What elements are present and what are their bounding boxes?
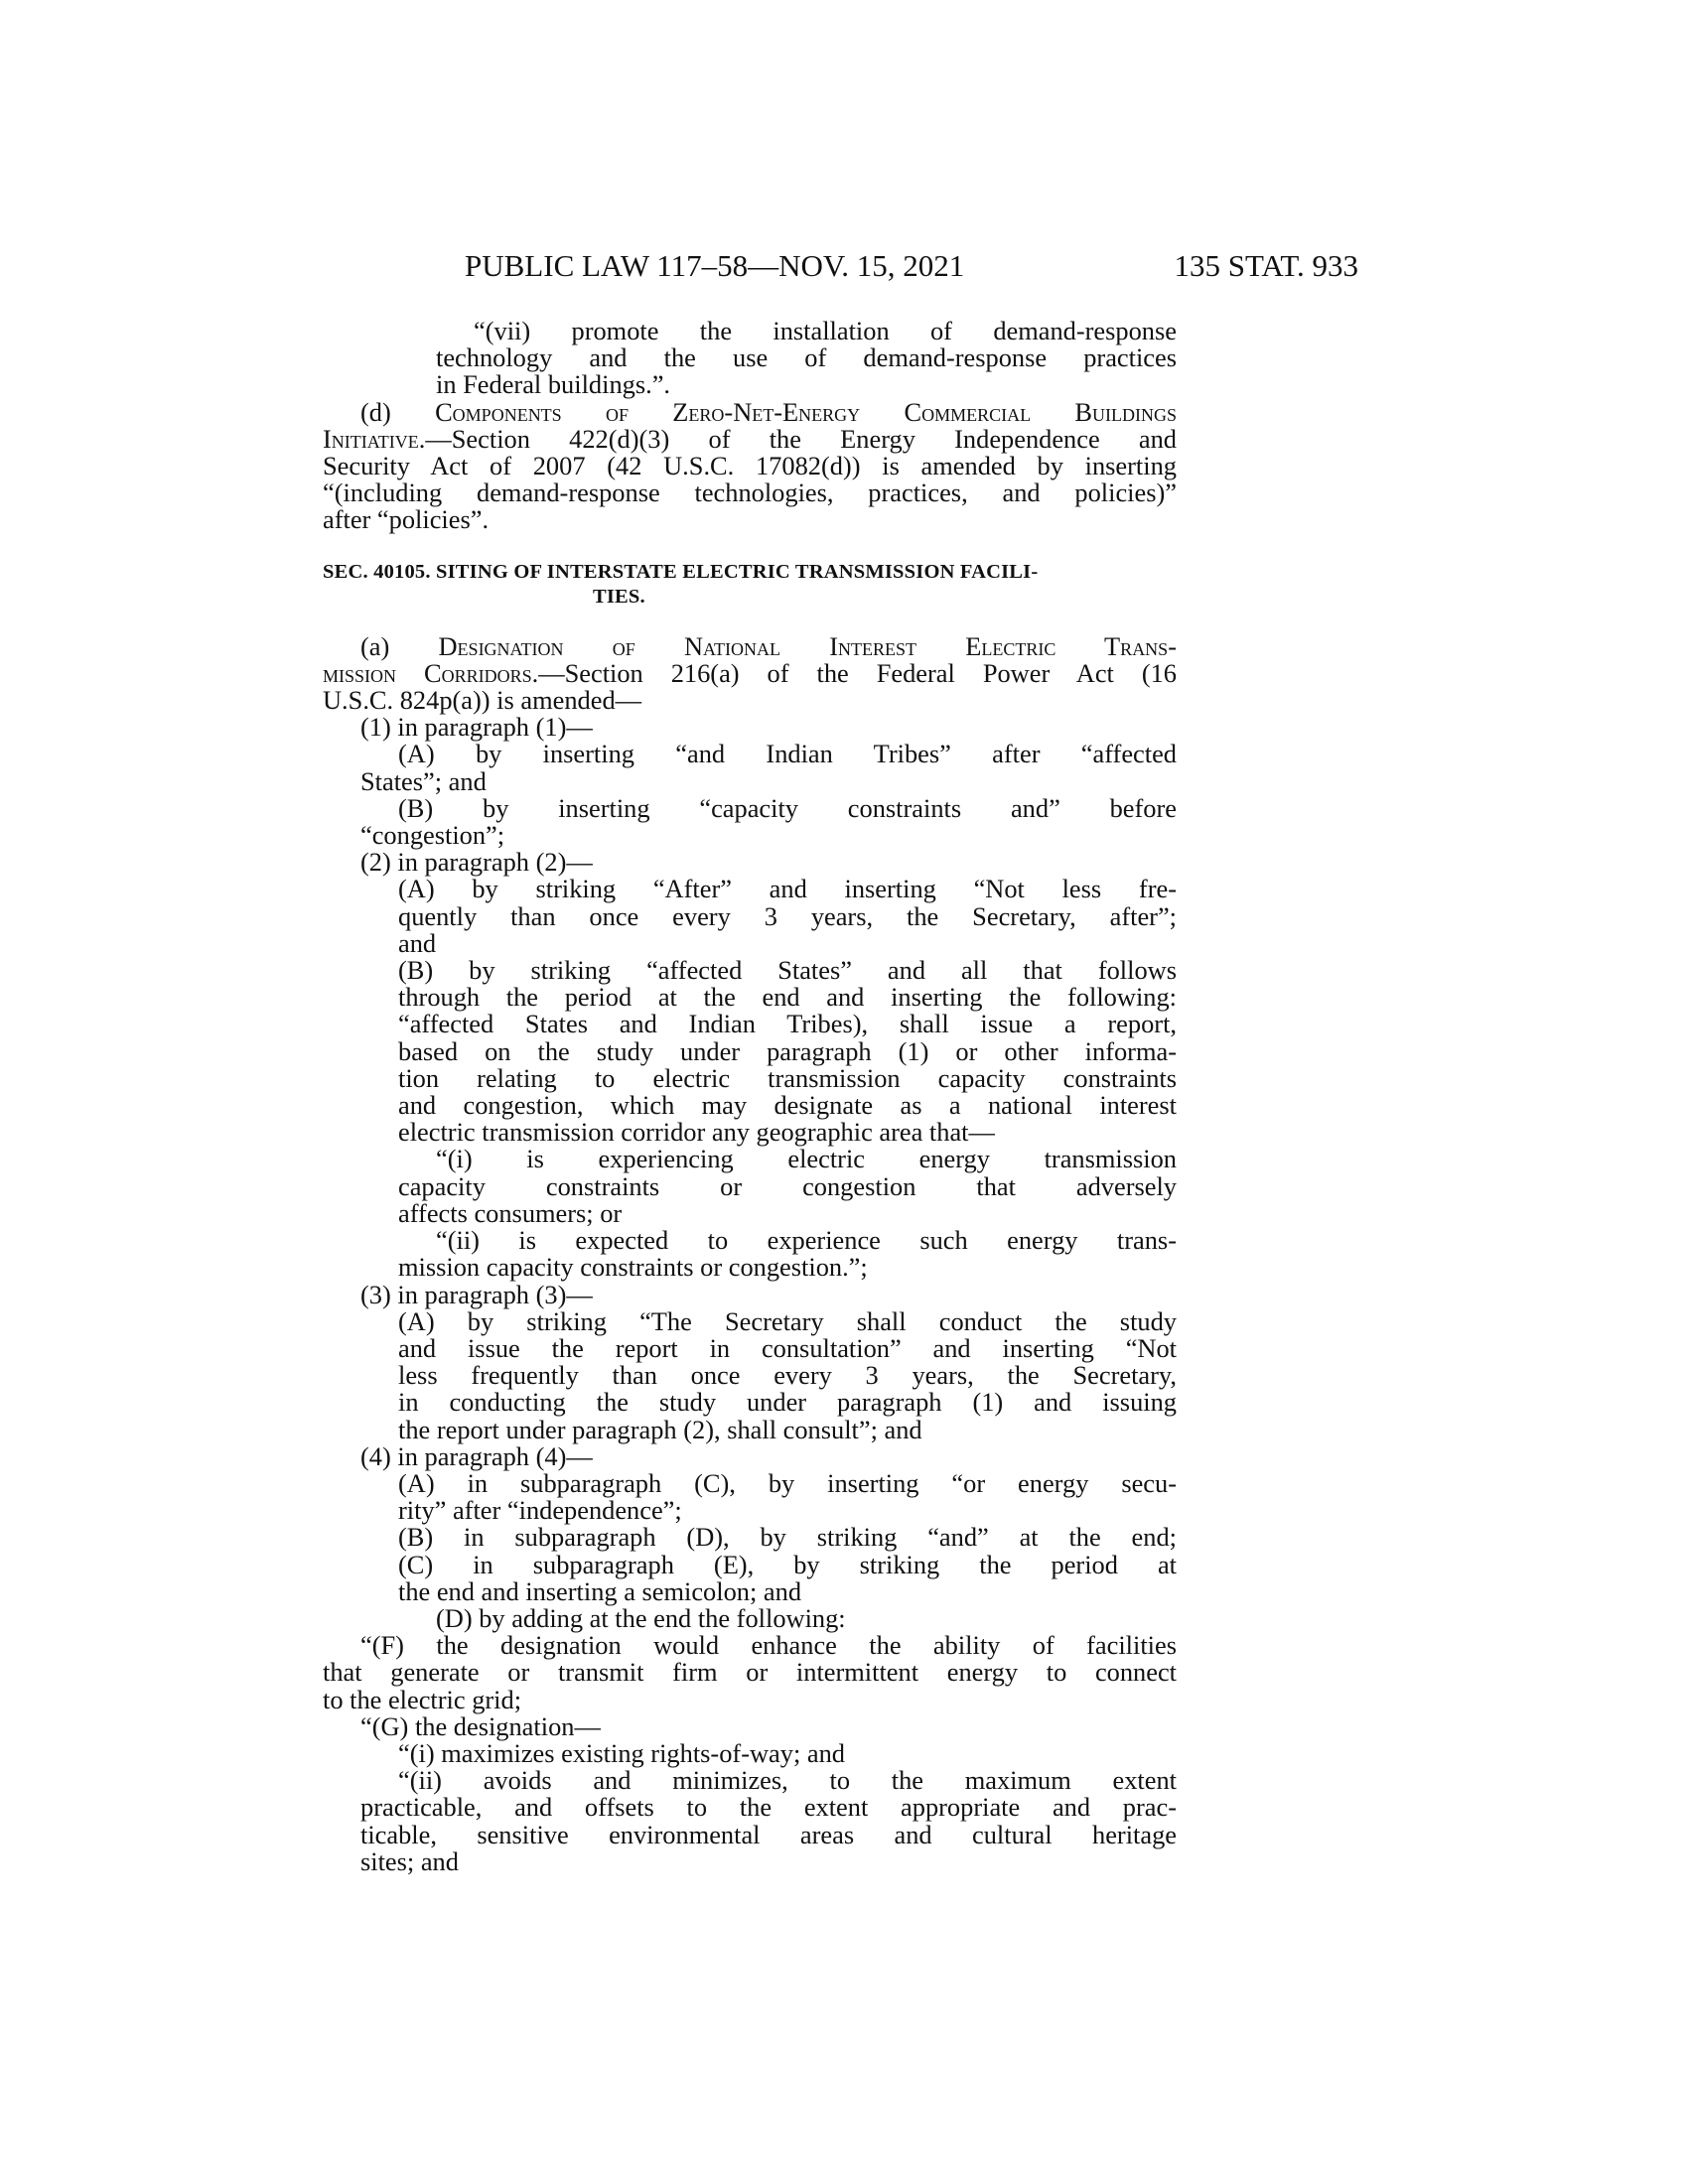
clause-vii-line: in Federal buildings.”. (436, 369, 671, 400)
clause-vii-line: “(vii) promote the installation of demand-response (474, 316, 1177, 345)
paragraph-3: (3) in paragraph (3)— (360, 1279, 593, 1309)
clause-2Bi-line: capacity constraints or congestion that adversely (398, 1170, 1177, 1201)
subsection-a-heading-cont: mission Corridors (323, 657, 532, 688)
subparagraph-1B-line: (B) by inserting “capacity constraints and” before (398, 792, 1177, 823)
subsection-d-line: Security Act of 2007 (42 U.S.C. 17082(d)) is amended by inserting (323, 451, 1177, 481)
subparagraph-2A-line: (A) by striking “After” and inserting “Not less fre- (398, 874, 1177, 904)
subsection-a-heading: Designation of National Interest Electric Trans- (438, 630, 1177, 661)
clause-2Bii-line: mission capacity constraints or congestion.”; (398, 1252, 868, 1283)
subsection-a-line (323, 657, 1178, 688)
inserted-Gii-line: ticable, sensitive environmental areas and cultural heritage (360, 1819, 1177, 1849)
paragraph-1: (1) in paragraph (1)— (360, 712, 593, 743)
subparagraph-1B-line: “congestion”; (360, 820, 505, 851)
subsection-d-line: after “policies”. (323, 504, 490, 535)
subparagraph-3A-line: and issue the report in consultation” and inserting “Not (398, 1332, 1177, 1363)
subsection-d-line (323, 423, 1177, 454)
section-heading (323, 560, 1177, 610)
subparagraph-2A-line: and (398, 927, 437, 958)
inserted-F-line: that generate or transmit firm or intermittent energy to connect (323, 1657, 1177, 1688)
section-heading-line: SEC. 40105. SITING OF INTERSTATE ELECTRIC TRANSMISSION FACILI- (323, 560, 1039, 583)
header-public-law: PUBLIC LAW 117–58—NOV. 15, 2021 (465, 248, 965, 283)
inserted-F-line: “(F) the designation would enhance the ability of facilities (360, 1630, 1177, 1661)
subparagraph-4A-line: rity” after “independence”; (398, 1495, 682, 1526)
subsection-d-label: (d) (360, 396, 436, 427)
inserted-F-line: to the electric grid; (323, 1684, 522, 1714)
running-header (465, 246, 1358, 286)
subsection-a-text: .—Section 216(a) of the Federal Power Act (16 (531, 657, 1178, 688)
clause-vii-line: technology and the use of demand-response practices (436, 342, 1177, 373)
inserted-Gii-line: practicable, and offsets to the extent appropriate and prac- (360, 1792, 1177, 1823)
clause-2Bi-line: affects consumers; or (398, 1197, 623, 1228)
document-body (323, 318, 1177, 1875)
paragraph-2: (2) in paragraph (2)— (360, 847, 593, 878)
subparagraph-3A-line: in conducting the study under paragraph (1) and issuing (398, 1387, 1177, 1418)
subsection-a-label: (a) (360, 630, 439, 661)
inserted-G-line: “(G) the designation— (360, 1710, 601, 1741)
subparagraph-2B-line: “affected States and Indian Tribes), shall issue a report, (398, 1009, 1177, 1039)
clause-2Bii-line: “(ii) is expected to experience such energy trans- (436, 1225, 1177, 1256)
inserted-Gii-line: sites; and (360, 1845, 459, 1876)
subsection-d-text: .—Section 422(d)(3) of the Energy Independence and (418, 423, 1177, 454)
clause-2Bi-line: “(i) is experiencing electric energy transmission (436, 1144, 1177, 1174)
subsection-d-line (323, 396, 1177, 427)
subparagraph-2B-line: electric transmission corridor any geographic area that— (398, 1117, 995, 1148)
subparagraph-3A-line: the report under paragraph (2), shall consult”; and (398, 1414, 922, 1444)
subparagraph-2B-line: and congestion, which may designate as a national interest (398, 1090, 1177, 1121)
subsection-d-heading: Components of Zero-Net-Energy Commercial Buildings (435, 396, 1177, 427)
subparagraph-2B-line: (B) by striking “affected States” and all that follows (398, 955, 1177, 986)
subparagraph-1A-line: (A) by inserting “and Indian Tribes” after “affected (398, 739, 1177, 769)
section-heading-line: TIES. (593, 585, 645, 608)
subparagraph-2B-line: through the period at the end and inserting the following: (398, 982, 1177, 1013)
subparagraph-2B-line: tion relating to electric transmission capacity constraints (398, 1062, 1177, 1093)
subparagraph-4B-line: (B) in subparagraph (D), by striking “and” at the end; (398, 1522, 1177, 1553)
subparagraph-1A-line: States”; and (360, 765, 487, 796)
header-statute-page: 135 STAT. 933 (1174, 248, 1358, 283)
subsection-d-heading-cont: Initiative (323, 423, 419, 454)
inserted-Gii-line: “(ii) avoids and minimizes, to the maximum extent (398, 1765, 1177, 1796)
paragraph-4: (4) in paragraph (4)— (360, 1440, 593, 1471)
subparagraph-2B-line: based on the study under paragraph (1) or other informa- (398, 1035, 1177, 1066)
subsection-a-line (323, 630, 1177, 661)
subparagraph-4C-line: the end and inserting a semicolon; and (398, 1575, 802, 1606)
inserted-Gi-line: “(i) maximizes existing rights-of-way; and (398, 1737, 845, 1768)
subparagraph-3A-line: (A) by striking “The Secretary shall conduct the study (398, 1305, 1177, 1336)
subparagraph-4D-line: (D) by adding at the end the following: (436, 1602, 846, 1633)
subsection-d-line: “(including demand-response technologies, practices, and policies)” (323, 478, 1177, 508)
subsection-a-line: U.S.C. 824p(a)) is amended— (323, 685, 642, 716)
subparagraph-4A-line: (A) in subparagraph (C), by inserting “or energy secu- (398, 1467, 1177, 1498)
subparagraph-2A-line: quently than once every 3 years, the Secretary, after”; (398, 900, 1177, 931)
subparagraph-4C-line: (C) in subparagraph (E), by striking the period at (398, 1549, 1177, 1579)
subparagraph-3A-line: less frequently than once every 3 years, the Secretary, (398, 1360, 1177, 1391)
